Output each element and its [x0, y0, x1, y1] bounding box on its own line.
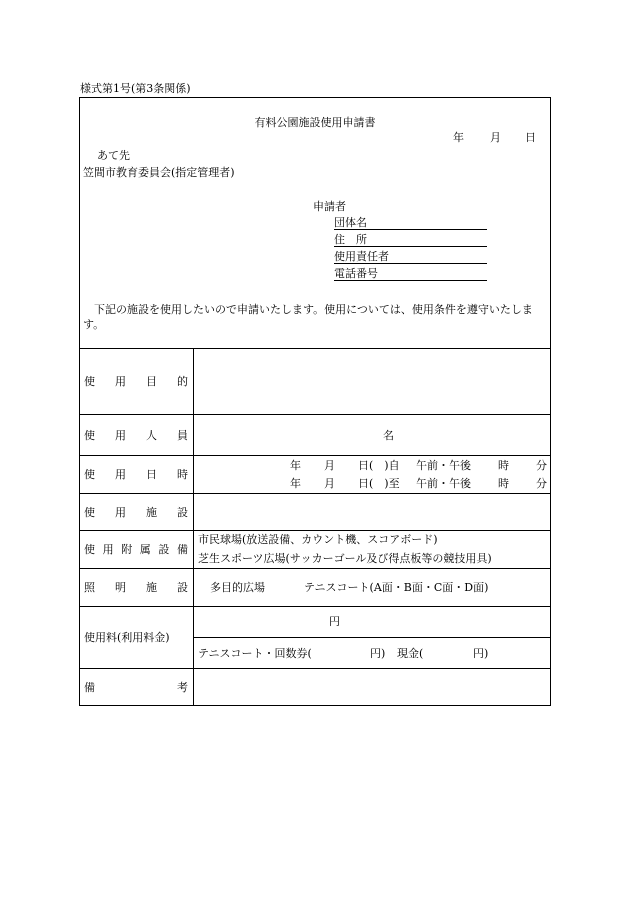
row-divider — [79, 530, 551, 531]
responsible-person-field[interactable]: 使用責任者 — [334, 251, 487, 264]
equipment-label: 使 用 附 属 設 備 — [84, 543, 188, 556]
row-divider — [79, 606, 551, 607]
fee-tennis-coupon-label: テニスコート・回数券( — [198, 647, 312, 660]
people-count-label: 使 用 人 員 — [84, 429, 188, 442]
people-unit[interactable]: 名 — [383, 429, 394, 442]
purpose-label: 使 用 目 的 — [84, 375, 188, 388]
table-top-border — [79, 348, 551, 349]
organization-name-field[interactable]: 団体名 — [334, 217, 487, 230]
form-title: 有料公園施設使用申請書 — [254, 116, 376, 129]
datetime-start-day[interactable]: 日( )自 — [358, 459, 400, 472]
fee-sub-divider — [193, 637, 551, 638]
date-day-label: 日 — [525, 131, 536, 144]
facility-input[interactable] — [197, 497, 547, 527]
row-divider — [79, 455, 551, 456]
row-divider — [79, 668, 551, 669]
date-month-label: 月 — [490, 131, 501, 144]
datetime-start-year[interactable]: 年 — [290, 459, 301, 472]
lighting-option-multipurpose[interactable]: 多目的広場 — [210, 581, 265, 594]
addressee-name: 笠間市教育委員会(指定管理者) — [83, 166, 235, 179]
datetime-end-year[interactable]: 年 — [290, 477, 301, 490]
datetime-end-minute[interactable]: 分 — [536, 477, 547, 490]
fee-tennis-coupon-unit[interactable]: 円) — [370, 647, 386, 660]
datetime-start-hour[interactable]: 時 — [498, 459, 509, 472]
fee-unit[interactable]: 円 — [329, 615, 340, 628]
row-divider — [79, 493, 551, 494]
remarks-input[interactable] — [197, 672, 547, 702]
datetime-label: 使 用 日 時 — [84, 468, 188, 481]
purpose-input[interactable] — [197, 352, 547, 410]
addressee-label: あて先 — [97, 149, 130, 162]
lighting-label: 照 明 施 設 — [84, 581, 188, 594]
applicant-heading: 申請者 — [313, 200, 346, 213]
datetime-end-day[interactable]: 日( )至 — [358, 477, 400, 490]
datetime-start-month[interactable]: 月 — [324, 459, 335, 472]
row-divider — [79, 414, 551, 415]
form-number-label: 様式第1号(第3条関係) — [80, 82, 191, 95]
fee-label: 使用料(利用料金) — [84, 631, 170, 644]
datetime-end-ampm[interactable]: 午前・午後 — [416, 477, 471, 490]
equipment-option-stadium[interactable]: 市民球場(放送設備、カウント機、スコアボード) — [198, 533, 438, 546]
fee-cash-unit[interactable]: 円) — [473, 647, 489, 660]
fee-cash-label: 現金( — [397, 647, 424, 660]
phone-number-field[interactable]: 電話番号 — [334, 268, 487, 281]
datetime-end-hour[interactable]: 時 — [498, 477, 509, 490]
remarks-label: 備 考 — [84, 681, 188, 694]
address-field[interactable]: 住 所 — [334, 234, 487, 247]
datetime-start-ampm[interactable]: 午前・午後 — [416, 459, 471, 472]
facility-label: 使 用 施 設 — [84, 506, 188, 519]
date-year-label: 年 — [453, 131, 464, 144]
datetime-end-month[interactable]: 月 — [324, 477, 335, 490]
equipment-option-lawn[interactable]: 芝生スポーツ広場(サッカーゴール及び得点板等の競技用具) — [198, 552, 492, 565]
application-statement: 下記の施設を使用したいので申請いたします。使用については、使用条件を遵守いたします。 — [83, 303, 533, 331]
lighting-option-tennis[interactable]: テニスコート(A面・B面・C面・D面) — [304, 581, 489, 594]
row-divider — [79, 568, 551, 569]
label-column-divider — [193, 348, 194, 706]
datetime-start-minute[interactable]: 分 — [536, 459, 547, 472]
